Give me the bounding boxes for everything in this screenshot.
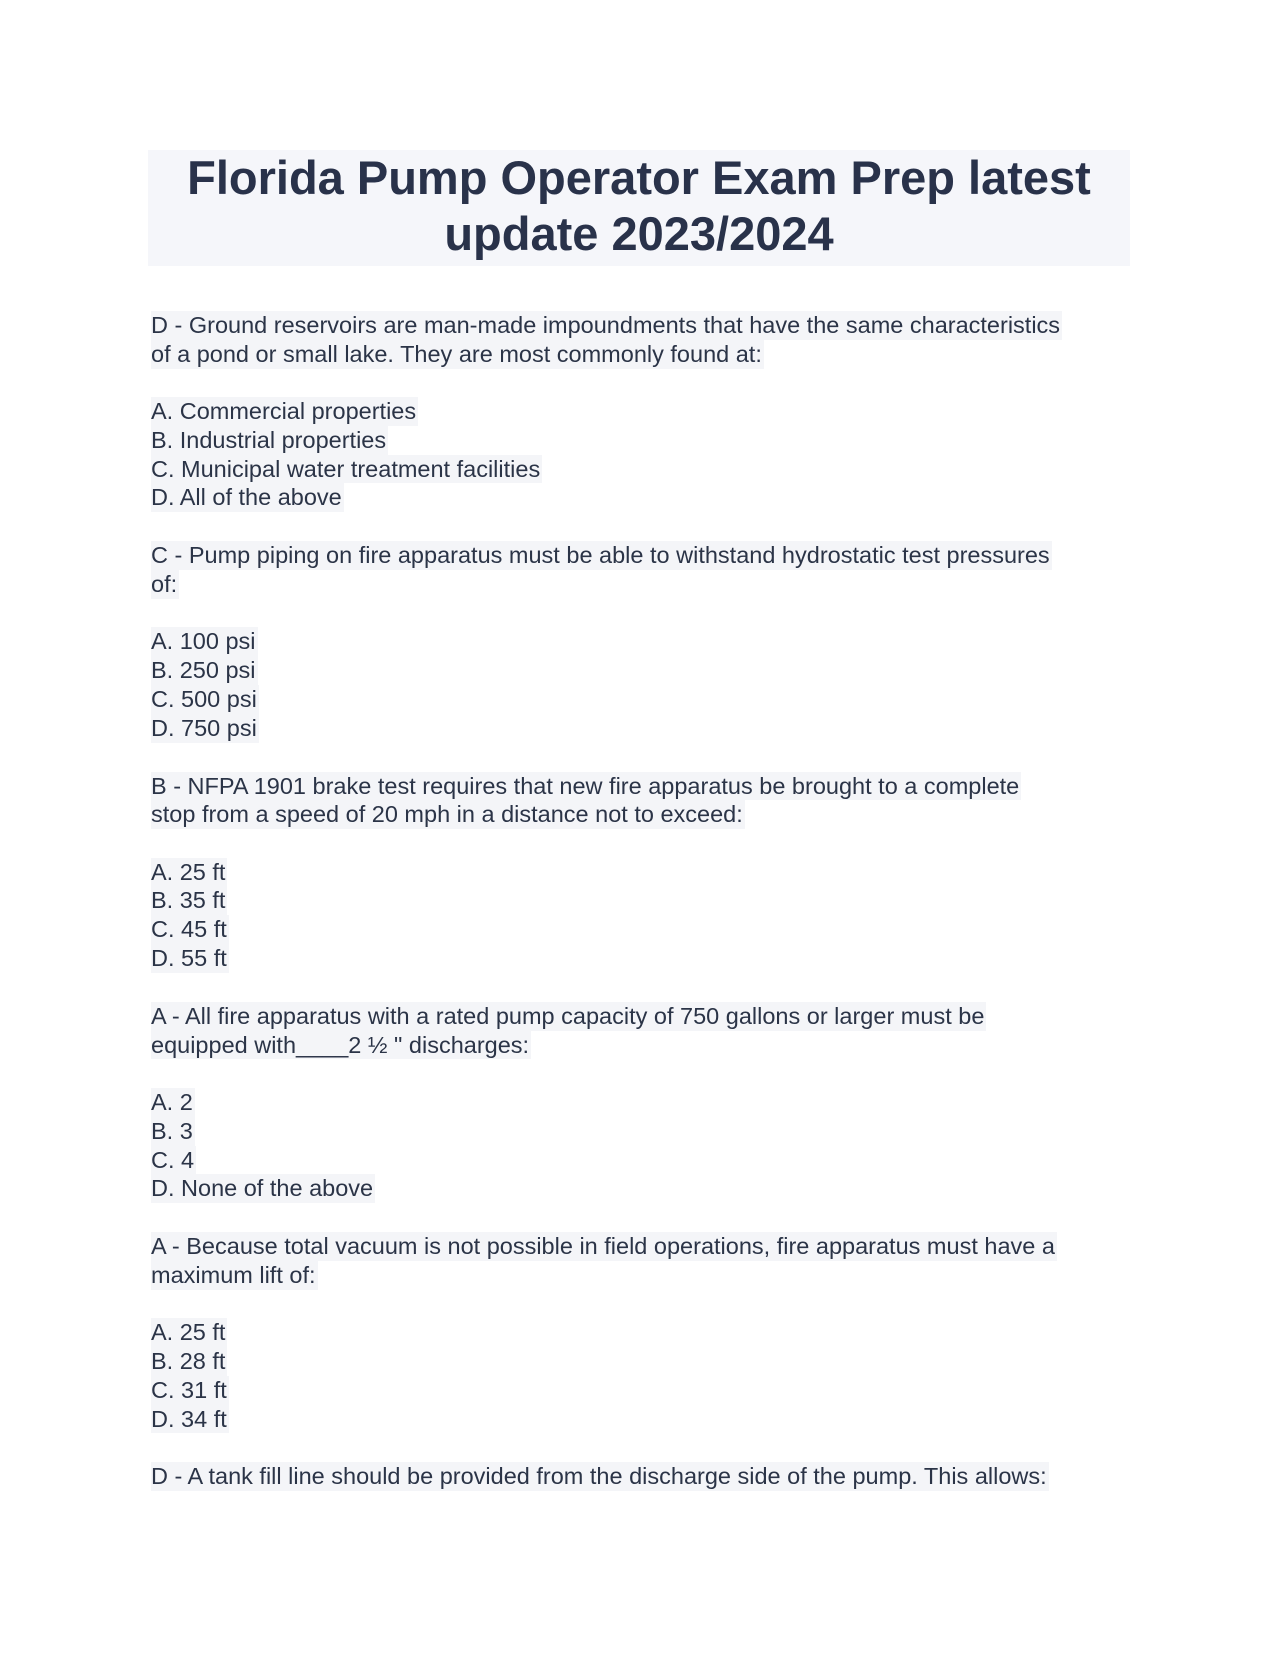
answer-option: D. 55 ft [151,945,227,972]
answer-option: C. 31 ft [151,1376,227,1403]
question-text-line: A - Because total vacuum is not possible in field operations, fire apparatus must have a [151,1233,1055,1260]
answer-option: A. 25 ft [151,858,226,885]
answer-option: C. Municipal water treatment facilities [151,455,541,482]
answer-option: C. 500 psi [151,685,257,712]
answer-option: B. 250 psi [151,657,256,684]
title-line-1: Florida Pump Operator Exam Prep latest [187,151,1091,204]
answer-option: D. 34 ft [151,1405,227,1432]
question-1 [151,311,1131,512]
answer-option: B. Industrial properties [151,426,387,453]
answer-option: A. 100 psi [151,628,256,655]
question-2 [151,541,1131,742]
question-text-line: A - All fire apparatus with a rated pump capacity of 750 gallons or larger must be [151,1002,985,1029]
answer-option: A. 2 [151,1088,193,1115]
question-text-line: stop from a speed of 20 mph in a distance not to exceed: [151,801,743,828]
question-text-line: D - A tank fill line should be provided from the discharge side of the pump. This allows: [151,1463,1047,1490]
question-text-line: equipped with____2 ½ " discharges: [151,1031,530,1058]
question-6 [151,1462,1131,1491]
question-5 [151,1232,1131,1433]
question-text-line: D - Ground reservoirs are man-made impoundments that have the same characteristics [151,312,1061,338]
question-text-line: of: [151,571,178,598]
answer-option: B. 3 [151,1117,193,1144]
answer-option: D. 750 psi [151,714,257,741]
answer-option: D. None of the above [151,1175,374,1202]
answer-option: B. 35 ft [151,887,226,914]
answer-option: C. 4 [151,1146,195,1173]
answer-option: B. 28 ft [151,1348,226,1375]
question-list [151,311,1131,1520]
question-text-line: C - Pump piping on fire apparatus must be able to withstand hydrostatic test pressures [151,542,1050,569]
question-text-line: of a pond or small lake. They are most commonly found at: [151,340,762,367]
question-4 [151,1002,1131,1203]
title-line-2: update 2023/2024 [444,207,834,260]
answer-option: A. 25 ft [151,1319,226,1346]
answer-option: A. Commercial properties [151,398,417,425]
answer-option: D. All of the above [151,484,342,511]
question-text-line: B - NFPA 1901 brake test requires that new fire apparatus be brought to a complete [151,772,1020,799]
answer-option: C. 45 ft [151,916,227,943]
title-block [148,150,1130,266]
question-text-line: maximum lift of: [151,1261,316,1288]
question-3 [151,772,1131,973]
